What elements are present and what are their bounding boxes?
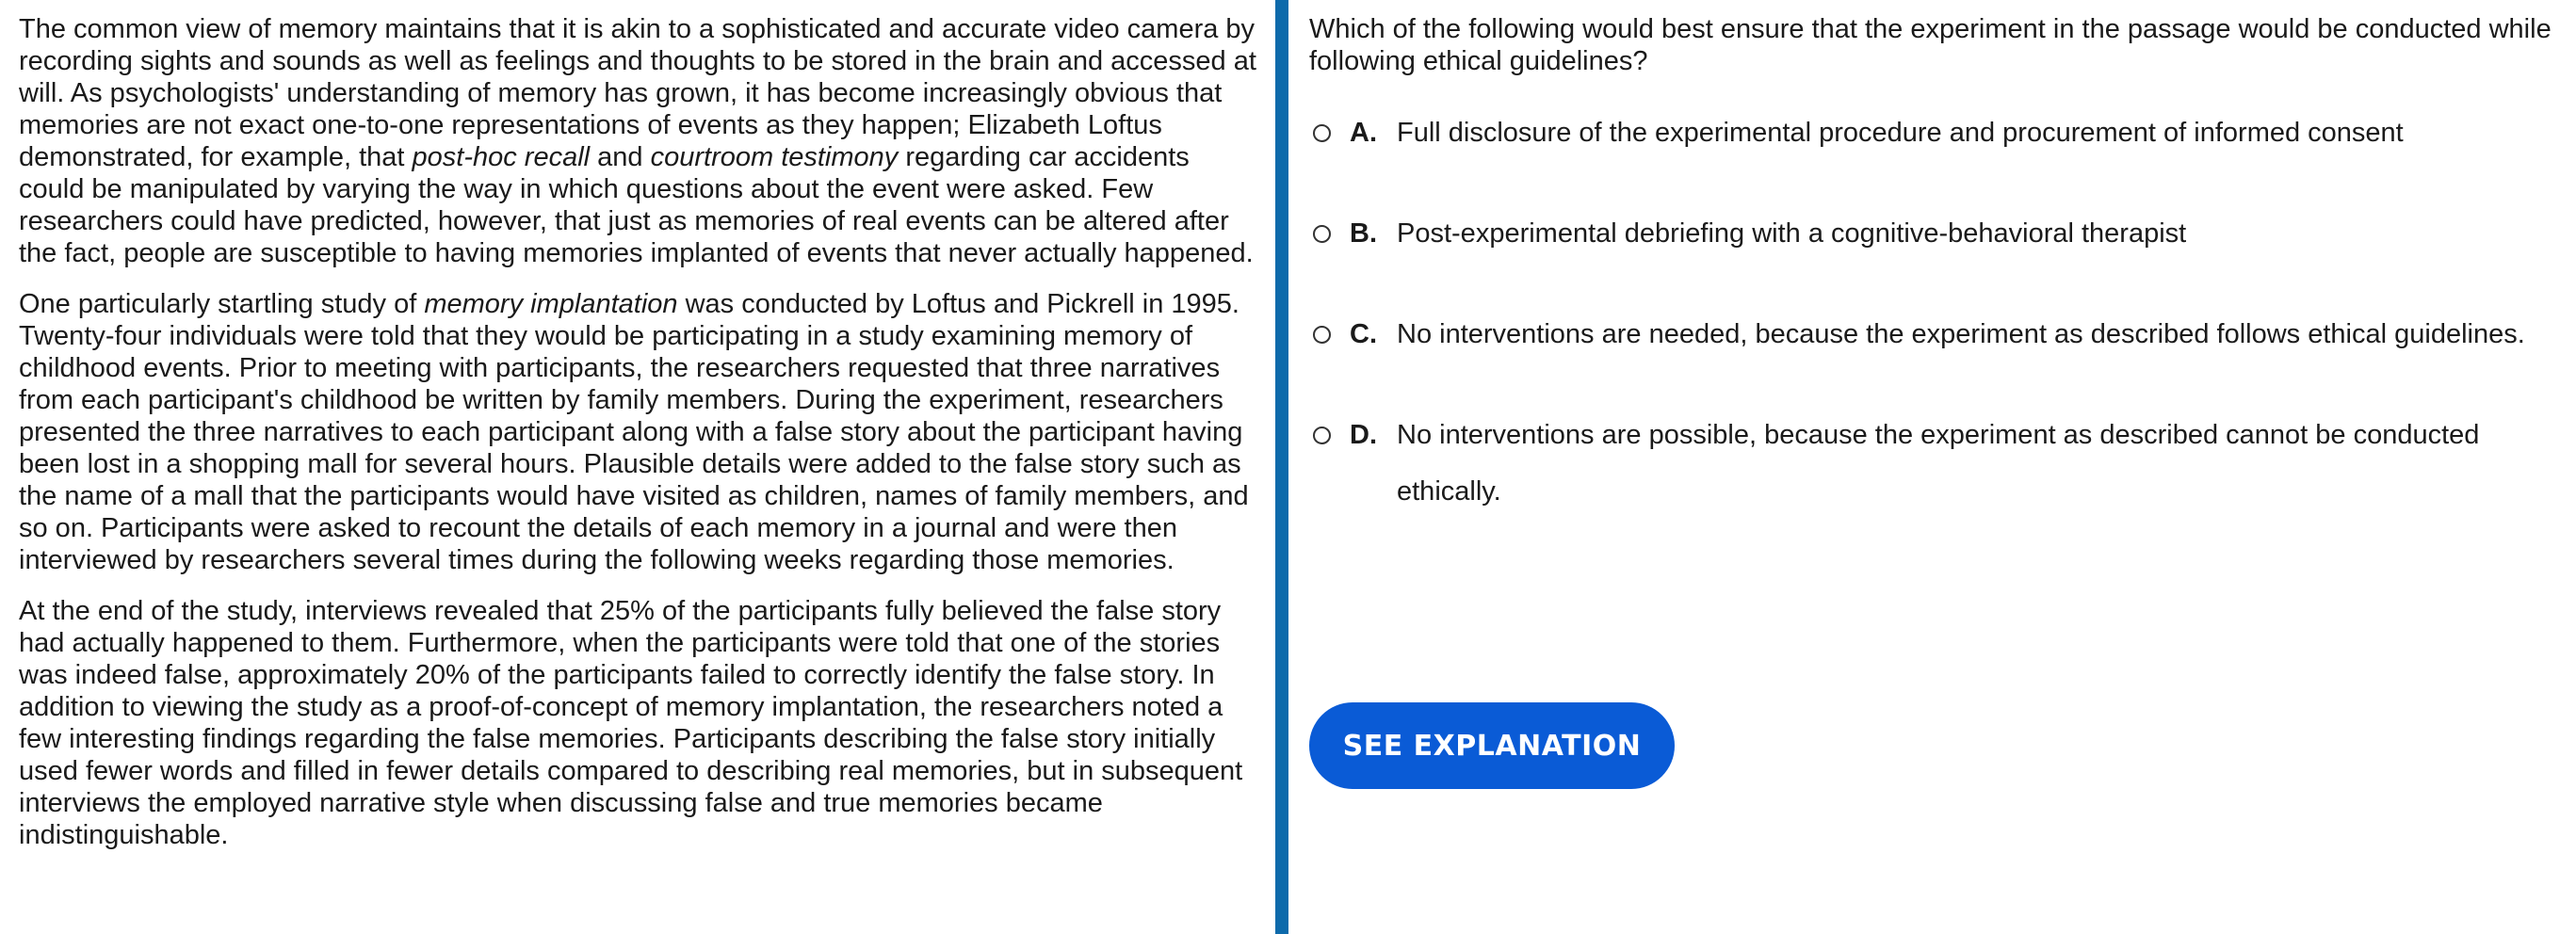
passage-italic-term: courtroom testimony (650, 142, 899, 172)
option-letter: C. (1350, 319, 1377, 349)
passage-text: regarding car accidents could be manipulated by varying the way in which questions about the event were asked. Few researchers could have predicted, however, that just as memories of real events can be altered after the fact, people are susceptible to having memories implanted of events that never actually happened. (19, 142, 1254, 268)
radio-button-icon[interactable] (1313, 124, 1331, 142)
option-letter: A. (1350, 118, 1377, 148)
passage (19, 13, 1262, 870)
radio-button-icon[interactable] (1313, 326, 1331, 344)
option-text: No interventions are needed, because the experiment as described follows ethical guidelines. (1397, 319, 2525, 349)
answer-option-a[interactable] (1309, 117, 2562, 161)
answer-options (1309, 117, 2562, 520)
question-pane (1309, 13, 2562, 576)
question-stem: Which of the following would best ensure that the experiment in the passage would be conducted while following ethical guidelines? (1309, 14, 2552, 76)
passage-text: was conducted by Loftus and Pickrell in 1995. Twenty-four individuals were told that they would be participating in a study examining memory of childhood events. Prior to meeting with participants, the researchers requested that three narratives from each participant's childhood be written by family members. During the experiment, researchers presented the three narratives to each participant along with a false story about the participant having been lost in a shopping mall for several hours. Plausible details were added to the false story such as the name of a mall that the participants would have visited as children, names of family members, and so on. Participants were asked to recount the details of each memory in a journal and were then interviewed by researchers several times during the following weeks regarding those memories. (19, 289, 1249, 575)
answer-option-d[interactable] (1309, 419, 2562, 520)
radio-button-icon[interactable] (1313, 427, 1331, 444)
passage-italic-term: memory implantation (424, 289, 678, 319)
passage-paragraph-3 (19, 595, 1262, 851)
passage-text: One particularly startling study of (19, 289, 425, 319)
answer-option-c[interactable] (1309, 318, 2562, 362)
passage-italic-term: post-hoc recall (412, 142, 591, 172)
pane-divider[interactable] (1275, 0, 1288, 934)
passage-text: The common view of memory maintains that it is akin to a sophisticated and accurate video camera by recording sights and sounds as well as feelings and thoughts to be stored in the brain and accessed at will. As psychologists' understanding of memory has grown, it has become increasingly obvious that memories are not exact one-to-one representations of events as they happen; Elizabeth Loftus demonstrated, for example, that (19, 14, 1256, 172)
option-text: No interventions are possible, because the experiment as described cannot be conducted ethically. (1397, 420, 2480, 507)
passage-paragraph-2 (19, 288, 1262, 576)
see-explanation-button[interactable]: SEE EXPLANATION (1309, 702, 1675, 789)
option-letter: D. (1350, 420, 1377, 450)
passage-paragraph-1 (19, 13, 1262, 269)
passage-text: and (590, 142, 651, 172)
answer-option-b[interactable] (1309, 217, 2562, 262)
option-letter: B. (1350, 218, 1377, 249)
radio-button-icon[interactable] (1313, 225, 1331, 243)
option-text: Full disclosure of the experimental procedure and procurement of informed consent (1397, 118, 2404, 148)
passage-text: At the end of the study, interviews revealed that 25% of the participants fully believed the false story had actually happened to them. Furthermore, when the participants were told that one of the stories was indeed false, approximately 20% of the participants failed to correctly identify the false story. In addition to viewing the study as a proof-of-concept of memory implantation, the researchers noted a few interesting findings regarding the false memories. Participants describing the false story initially used fewer words and filled in fewer details compared to describing real memories, but in subsequent interviews the employed narrative style when discussing false and true memories became indistinguishable. (19, 596, 1243, 850)
option-text: Post-experimental debriefing with a cognitive-behavioral therapist (1397, 218, 2187, 249)
